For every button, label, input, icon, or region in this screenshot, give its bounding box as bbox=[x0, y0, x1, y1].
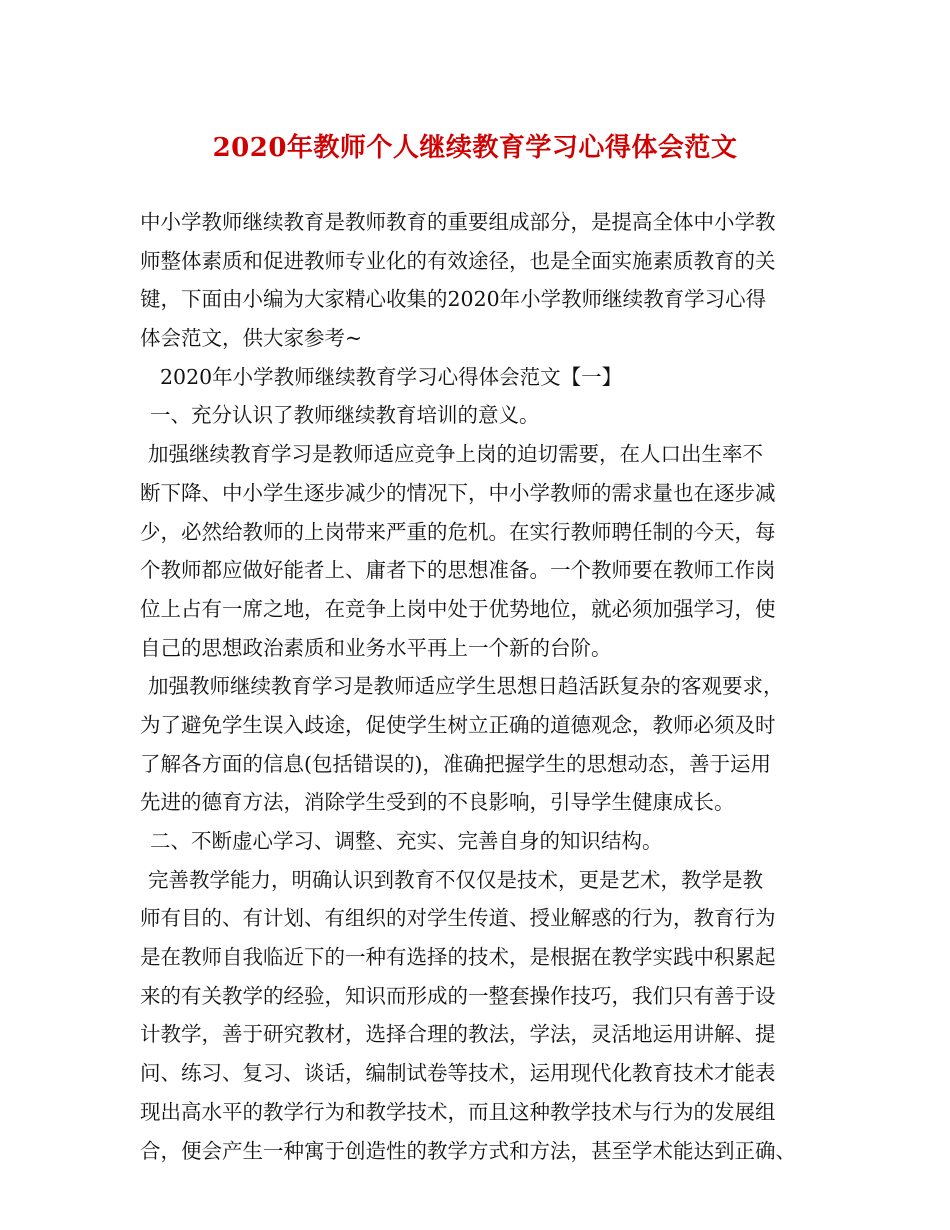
paragraph-line: 位上占有一席之地，在竞争上岗中处于优势地位，就必须加强学习，使 bbox=[140, 596, 776, 621]
paragraph-line: 键，下面由小编为大家精心收集的2020年小学教师继续教育学习心得 bbox=[140, 287, 767, 312]
paragraph-line: 了解各方面的信息(包括错误的)，准确把握学生的思想动态，善于运用 bbox=[140, 751, 771, 776]
paragraph-line: 加强继续教育学习是教师适应竞争上岗的迫切需要，在人口出生率不 bbox=[148, 442, 763, 467]
paragraph-line: 来的有关教学的经验，知识而形成的一整套操作技巧，我们只有善于设 bbox=[140, 983, 776, 1008]
paragraph-line: 少，必然给教师的上岗带来严重的危机。在实行教师聘任制的今天，每 bbox=[140, 519, 776, 544]
paragraph-line: 合，便会产生一种寓于创造性的教学方式和方法，甚至学术能达到正确、 bbox=[140, 1138, 796, 1163]
paragraph-line: 为了避免学生误入歧途，促使学生树立正确的道德观念，教师必须及时 bbox=[140, 712, 776, 737]
paragraph-line: 自己的思想政治素质和业务水平再上一个新的台阶。 bbox=[140, 635, 612, 660]
paragraph-line: 断下降、中小学生逐步减少的情况下，中小学教师的需求量也在逐步减 bbox=[140, 480, 776, 505]
section-heading: 2020年小学教师继续教育学习心得体会范文【一】 bbox=[160, 364, 623, 389]
paragraph-line: 中小学教师继续教育是教师教育的重要组成部分，是提高全体中小学教 bbox=[140, 210, 776, 234]
document-body bbox=[140, 203, 824, 1170]
paragraph-line: 现出高水平的教学行为和教学技术，而且这种教学技术与行为的发展组 bbox=[140, 1099, 776, 1124]
paragraph-line: 完善教学能力，明确认识到教育不仅仅是技术，更是艺术，教学是教 bbox=[148, 867, 763, 892]
document-title: 2020年教师个人继续教育学习心得体会范文 bbox=[212, 133, 738, 163]
subsection-heading: 一、充分认识了教师继续教育培训的意义。 bbox=[150, 403, 540, 428]
paragraph-line: 师有目的、有计划、有组织的对学生传道、授业解惑的行为，教育行为 bbox=[140, 906, 776, 931]
paragraph-line: 个教师都应做好能者上、庸者下的思想准备。一个教师要在教师工作岗 bbox=[140, 558, 776, 583]
paragraph-line: 计教学，善于研究教材，选择合理的教法，学法，灵活地运用讲解、提 bbox=[140, 1022, 776, 1047]
paragraph-line: 加强教师继续教育学习是教师适应学生思想日趋活跃复杂的客观要求， bbox=[148, 674, 784, 699]
subsection-heading: 二、不断虚心学习、调整、充实、完善自身的知识结构。 bbox=[150, 829, 663, 853]
paragraph-line: 问、练习、复习、谈话，编制试卷等技术，运用现代化教育技术才能表 bbox=[140, 1061, 776, 1086]
paragraph-line: 师整体素质和促进教师专业化的有效途径，也是全面实施素质教育的关 bbox=[140, 248, 776, 273]
paragraph-line: 是在教师自我临近下的一种有选择的技术，是根据在教学实践中积累起 bbox=[140, 945, 776, 970]
paragraph-line: 先进的德育方法，消除学生受到的不良影响，引导学生健康成长。 bbox=[140, 790, 735, 815]
paragraph-line: 体会范文，供大家参考~ bbox=[140, 326, 363, 351]
